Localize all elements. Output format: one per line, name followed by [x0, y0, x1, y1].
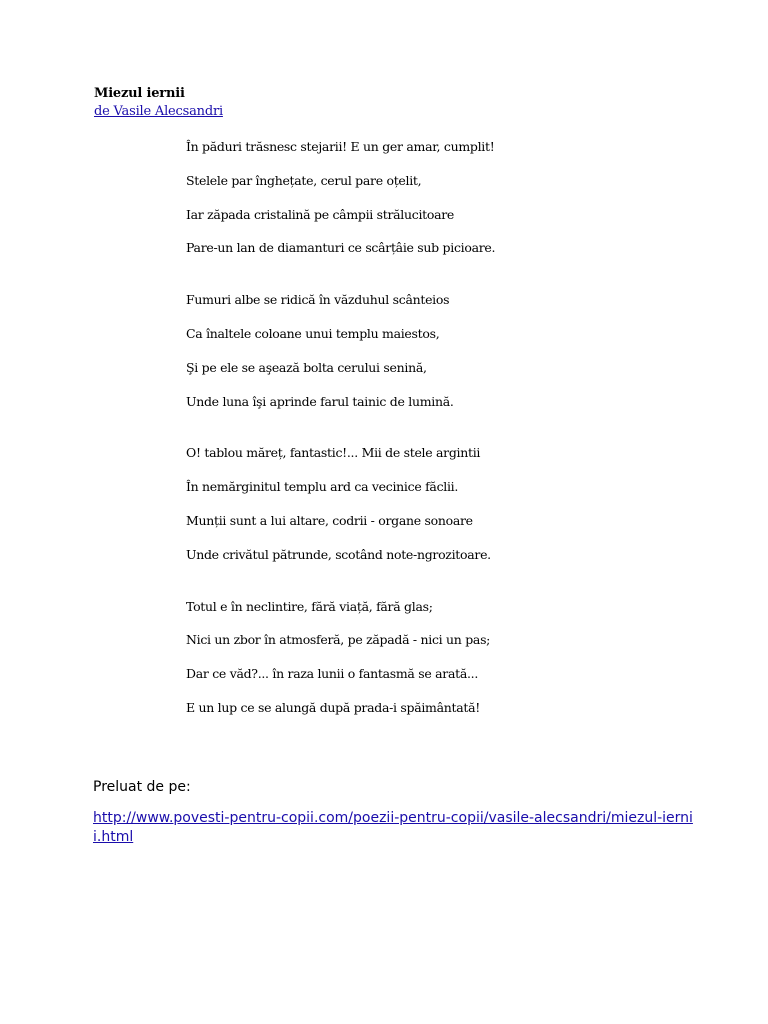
verse-line: Ca înaltele coloane unui templu maiestos,: [186, 325, 440, 341]
verse-line: O! tablou măreț, fantastic!... Mii de stele argintii: [186, 445, 481, 461]
source-link[interactable]: http://www.povesti-pentru-copii.com/poezii-pentru-copii/vasile-alecsandri/miezul-iernii.html: [93, 810, 693, 845]
author-link[interactable]: de Vasile Alecsandri: [94, 104, 223, 119]
stanza: [186, 138, 706, 257]
verse-line: Pare-un lan de diamanturi ce scârțâie sub picioare.: [186, 240, 496, 256]
verse-line: În păduri trăsnesc stejarii! E un ger amar, cumplit!: [186, 139, 495, 154]
verse-line: Nici un zbor în atmosferă, pe zăpadă - nici un pas;: [186, 632, 491, 648]
verse-line: Munții sunt a lui altare, codrii - organe sonoare: [186, 512, 473, 528]
stanza: [186, 444, 706, 563]
verse-line: Totul e în neclintire, fără viață, fără glas;: [186, 598, 433, 614]
stanza: [186, 291, 706, 410]
verse-line: Dar ce văd?... în raza lunii o fantasmă se arată...: [186, 666, 478, 682]
poem-body: [186, 138, 706, 717]
verse-line: Unde luna îşi aprinde farul tainic de lumină.: [186, 393, 454, 409]
poem-title: Miezul iernii: [94, 86, 185, 101]
verse-line: Iar zăpada cristalină pe câmpii strălucitoare: [186, 206, 455, 222]
verse-line: În nemărginitul templu ard ca vecinice făclii.: [186, 479, 459, 495]
verse-line: Fumuri albe se ridică în văzduhul scânteios: [186, 292, 450, 308]
stanza: [186, 598, 706, 717]
verse-line: Unde crivătul pătrunde, scotând note-ngrozitoare.: [186, 546, 491, 562]
source-label: Preluat de pe:: [93, 779, 191, 795]
verse-line: E un lup ce se alungă după prada-i spăimântată!: [186, 699, 480, 715]
verse-line: Stelele par înghețate, cerul pare oțelit,: [186, 172, 422, 188]
verse-line: Şi pe ele se aşează bolta cerului senină,: [186, 359, 427, 375]
